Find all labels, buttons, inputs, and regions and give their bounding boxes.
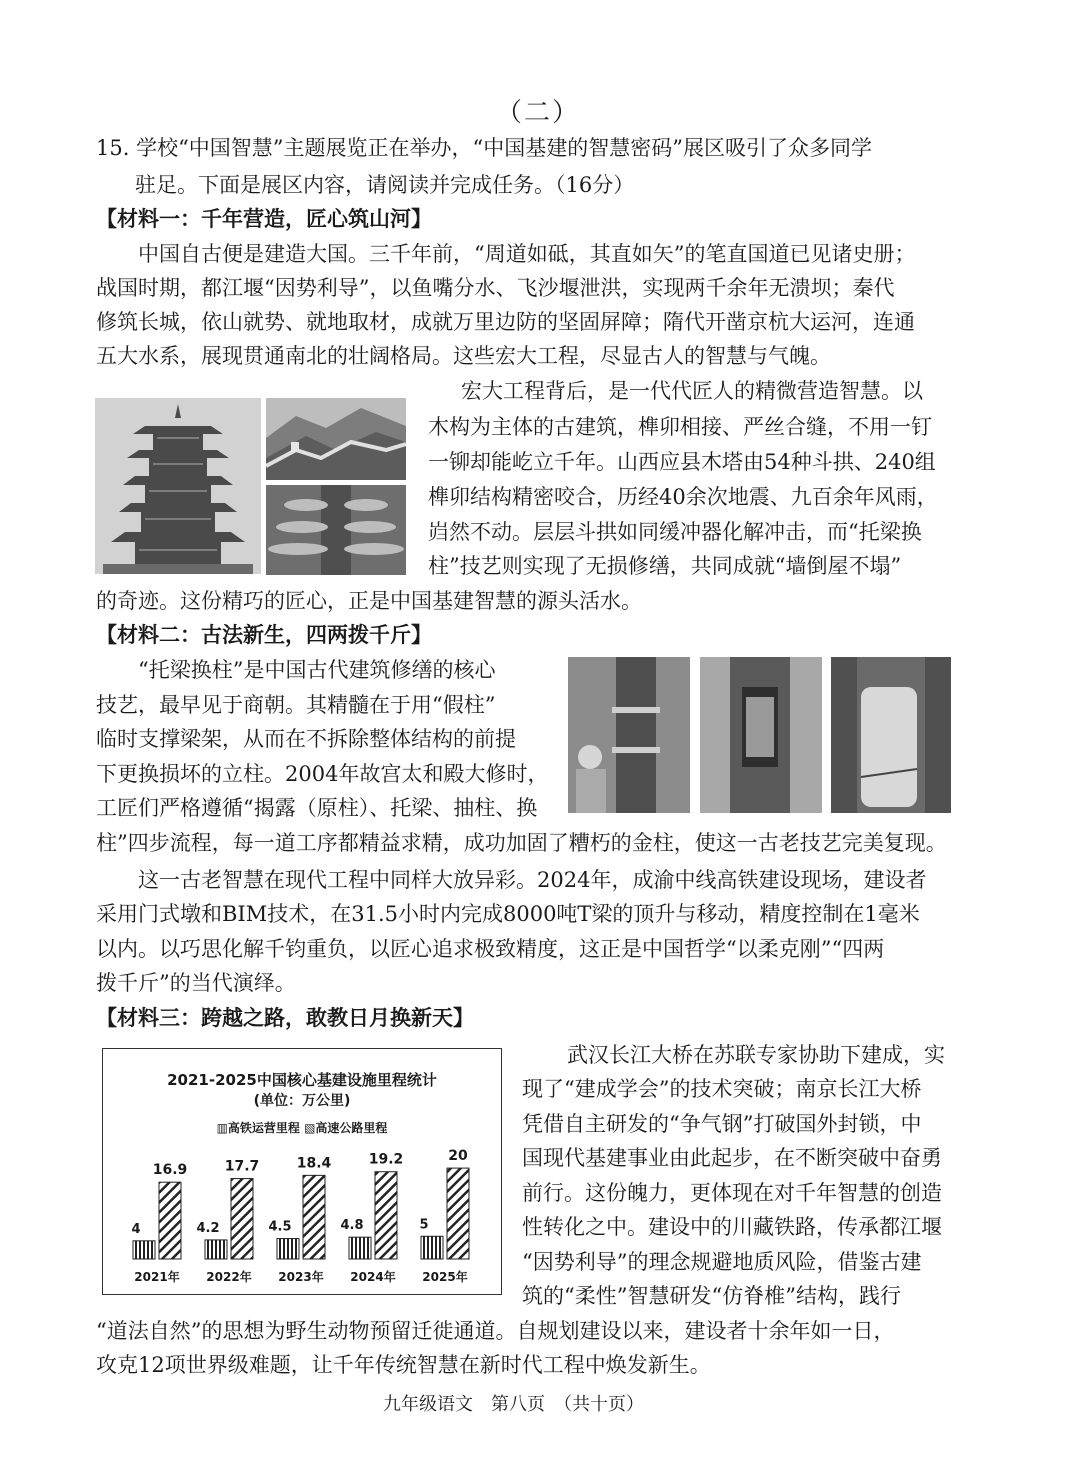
category-label-0: 2021年 (134, 1270, 180, 1284)
bar-label-highway-3: 19.2 (368, 1151, 404, 1168)
m1-para1-line-4: 五大水系，展现贯通南北的壮阔格局。这些宏大工程，尽显古人的智慧与气魄。 (96, 344, 831, 368)
m2-para1-line-3: 临时支撑梁架，从而在不拆除整体结构的前提 (96, 727, 516, 751)
m2-para1-line-5: 工匠们严格遵循“揭露（原柱）、托梁、抽柱、换 (96, 796, 538, 820)
mileage-chart-svg (103, 1049, 501, 1294)
bar-label-highway-4: 20 (448, 1148, 468, 1165)
m1-para2-line-4: 榫卯结构精密咬合，历经40余次地震、九百余年风雨， (428, 485, 938, 509)
bar-label-railway-4: 5 (419, 1217, 429, 1233)
m1-para2-line-6: 柱”技艺则实现了无损修缮，共同成就“墙倒屋不塌” (428, 554, 902, 578)
m3-para1-line-10: 攻克12项世界级难题，让千年传统智慧在新时代工程中焕发新生。 (96, 1353, 711, 1377)
bar-highway-3 (375, 1172, 397, 1259)
bar-railway-1 (205, 1240, 227, 1259)
m3-para1-line-1: 武汉长江大桥在苏联专家协助下建成，实 (567, 1043, 945, 1067)
material1-heading: 【材料一：千年营造，匠心筑山河】 (96, 207, 432, 231)
pagoda-photo (95, 398, 261, 574)
m3-para1-line-6: 性转化之中。建设中的川藏铁路，传承都江堰 (522, 1215, 942, 1239)
chart-legend: ▥高铁运营里程 ▧高速公路里程 (216, 1121, 388, 1135)
m2-para2-line-1: 这一古老智慧在现代工程中同样大放异彩。2024年，成渝中线高铁建设现场，建设者 (138, 868, 927, 892)
m1-para2-line-7: 的奇迹。这份精巧的匠心，正是中国基建智慧的源头活水。 (96, 589, 642, 613)
m3-para1-line-8: 筑的“柔性”智慧研发“仿脊椎”结构，践行 (522, 1284, 901, 1308)
pillar-repair-photo-2 (700, 657, 822, 813)
category-label-3: 2024年 (350, 1270, 396, 1284)
mileage-chart (102, 1048, 502, 1295)
m1-para1-line-2: 战国时期，都江堰“因势利导”，以鱼嘴分水、飞沙堰泄洪，实现两千余年无溃坝；秦代 (96, 276, 895, 300)
m1-para2-line-2: 木构为主体的古建筑，榫卯相接、严丝合缝，不用一钉 (428, 415, 932, 439)
material2-heading: 【材料二：古法新生，四两拨千斤】 (96, 623, 432, 647)
m1-para2-line-1: 宏大工程背后，是一代代匠人的精微营造智慧。以 (461, 379, 923, 403)
m3-para1-line-2: 现了“建成学会”的技术突破；南京长江大桥 (522, 1077, 922, 1101)
m1-para2-line-5: 岿然不动。层层斗拱如同缓冲器化解冲击，而“托梁换 (428, 520, 922, 544)
pillar-repair-photo-1 (568, 657, 690, 813)
chart-title: 2021-2025中国核心基建设施里程统计 (167, 1071, 437, 1089)
pillar-repair-photo-3 (831, 657, 951, 813)
bar-label-railway-0: 4 (131, 1221, 141, 1237)
category-label-2: 2023年 (278, 1270, 324, 1284)
great-wall-photo (266, 398, 406, 480)
category-label-1: 2022年 (206, 1270, 252, 1284)
bar-label-railway-3: 4.8 (340, 1218, 364, 1234)
m2-para1-line-6: 柱”四步流程，每一道工序都精益求精，成功加固了糟朽的金柱，使这一古老技艺完美复现。 (96, 831, 947, 855)
bar-label-highway-2: 18.4 (296, 1155, 332, 1172)
bar-label-railway-1: 4.2 (196, 1220, 220, 1236)
bar-railway-0 (133, 1241, 155, 1259)
bar-highway-2 (303, 1175, 325, 1259)
bar-railway-4 (421, 1236, 443, 1259)
m3-para1-line-5: 前行。这份魄力，更体现在对千年智慧的创造 (522, 1181, 942, 1205)
m2-para1-line-1: “托梁换柱”是中国古代建筑修缮的核心 (138, 658, 496, 682)
material3-heading: 【材料三：跨越之路，敢教日月换新天】 (96, 1006, 474, 1030)
question-line-1: 15. 学校“中国智慧”主题展览正在举办，“中国基建的智慧密码”展区吸引了众多同学 (96, 136, 873, 160)
m1-para2-line-3: 一铆却能屹立千年。山西应县木塔由54种斗拱、240组 (428, 450, 936, 474)
m1-para1-line-1: 中国自古便是建造大国。三千年前，“周道如砥，其直如矢”的笔直国道已见诸史册； (138, 242, 916, 266)
m2-para2-line-2: 采用门式墩和BIM技术，在31.5小时内完成8000吨T梁的顶升与移动，精度控制在1毫米 (96, 902, 920, 926)
bar-label-railway-2: 4.5 (268, 1219, 292, 1235)
chart-subtitle: (单位：万公里) (253, 1093, 351, 1109)
question-line-2: 驻足。下面是展区内容，请阅读并完成任务。（16分） (135, 173, 635, 197)
m2-para2-line-3: 以内。以巧思化解千钧重负，以匠心追求极致精度，这正是中国哲学“以柔克刚”“四两 (96, 937, 885, 961)
bracket-photo (266, 485, 406, 575)
bar-label-highway-0: 16.9 (152, 1162, 188, 1179)
bar-railway-3 (349, 1237, 371, 1259)
bar-label-highway-1: 17.7 (224, 1158, 260, 1175)
m2-para1-line-2: 技艺，最早见于商朝。其精髓在于用“假柱” (96, 693, 496, 717)
m1-para1-line-3: 修筑长城，依山就势、就地取材，成就万里边防的坚固屏障；隋代开凿京杭大运河，连通 (96, 310, 915, 334)
m3-para1-line-3: 凭借自主研发的“争气钢”打破国外封锁，中 (522, 1112, 922, 1136)
m3-para1-line-9: “道法自然”的思想为野生动物预留迁徙通道。自规划建设以来，建设者十余年如一日， (96, 1319, 895, 1343)
section-number: （二） (496, 98, 581, 128)
bar-highway-4 (447, 1168, 469, 1259)
bar-highway-0 (159, 1182, 181, 1259)
m2-para2-line-4: 拨千斤”的当代演绎。 (96, 971, 296, 995)
m3-para1-line-7: “因势利导”的理念规避地质风险，借鉴古建 (522, 1250, 922, 1274)
m2-para1-line-4: 下更换损坏的立柱。2004年故宫太和殿大修时， (96, 762, 549, 786)
bar-railway-2 (277, 1239, 299, 1259)
page-footer: 九年级语文 第八页 （共十页） (383, 1394, 644, 1415)
m3-para1-line-4: 国现代基建事业由此起步，在不断突破中奋勇 (522, 1146, 942, 1170)
bar-highway-1 (231, 1179, 253, 1259)
category-label-4: 2025年 (422, 1270, 468, 1284)
